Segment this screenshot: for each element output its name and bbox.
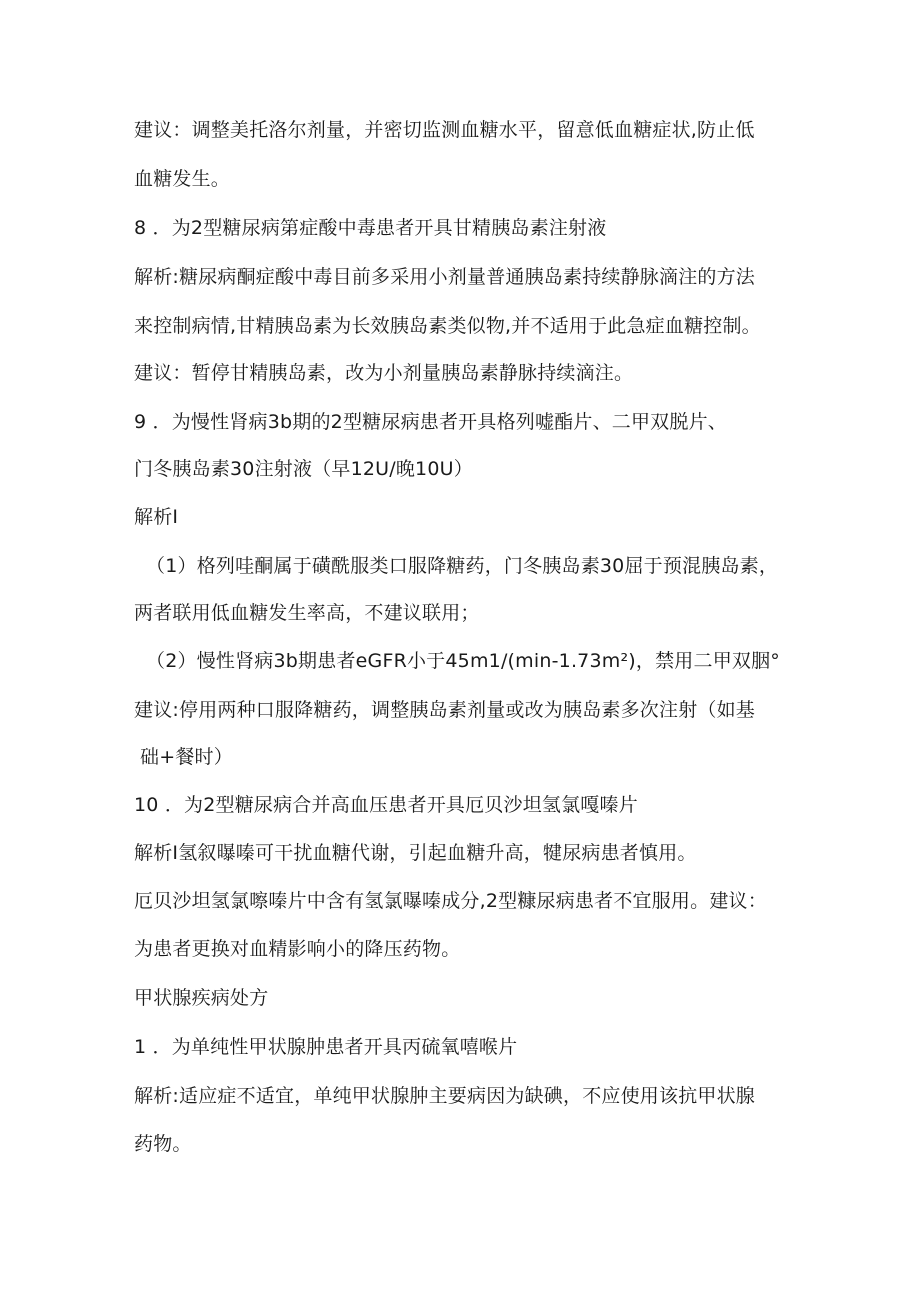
paragraph-line: 建议:停用两种口服降糖药，调整胰岛素剂量或改为胰岛素多次注射（如基: [134, 699, 756, 721]
paragraph-line: （2）慢性肾病3b期患者eGFR小于45m1/(min-1.73m²)，禁用二甲双胭°: [146, 650, 780, 672]
paragraph-line: 厄贝沙坦氢氯嚓嗪片中含有氢氯曝嗪成分,2型糠尿病患者不宜服用。建议：: [134, 890, 767, 912]
item-heading: 10 ．为2型糖尿病合并高血压患者开具厄贝沙坦氢氯嘎嗪片: [134, 794, 638, 816]
paragraph-line: 解析I氢叙曝嗪可干扰血糖代谢，引起血糖升高，犍尿病患者慎用。: [134, 842, 697, 864]
item-heading: 8 ．为2型糖尿病第症酸中毒患者开具甘精胰岛素注射液: [134, 217, 607, 239]
item-heading-continued: 门冬胰岛素30注射液（早12U/晚10U）: [134, 458, 473, 480]
paragraph-line: 础+餐时）: [140, 746, 233, 768]
paragraph-line: 解析:适应症不适宜，单纯甲状腺肿主要病因为缺碘，不应使用该抗甲状腺: [134, 1085, 756, 1107]
paragraph-line: 建议：调整美托洛尔剂量，并密切监测血糖水平，留意低血糖症状,防止低: [134, 119, 755, 141]
item-heading: 1 ．为单纯性甲状腺肿患者开具丙硫氧嘻喉片: [134, 1036, 518, 1058]
paragraph-line: 为患者更换对血精影响小的降压药物。: [134, 938, 461, 960]
paragraph-line: 两者联用低血糖发生率高，不建议联用；: [134, 602, 480, 624]
paragraph-line: 建议：暂停甘精胰岛素，改为小剂量胰岛素静脉持续滴注。: [134, 362, 634, 384]
paragraph-line: 药物。: [134, 1133, 192, 1155]
paragraph-line: 解析:糖尿病酮症酸中毒目前多采用小剂量普通胰岛素持续静脉滴注的方法: [134, 266, 756, 288]
paragraph-line: 血糖发生。: [134, 168, 231, 190]
paragraph-line: 来控制病情,甘精胰岛素为长效胰岛素类似物,并不适用于此急症血糖控制。: [134, 315, 761, 337]
analysis-label: 解析I: [134, 506, 179, 528]
item-heading: 9 ．为慢性肾病3b期的2型糖尿病患者开具格列嘘酯片、二甲双脱片、: [134, 411, 727, 433]
section-heading: 甲状腺疾病处方: [134, 987, 269, 1009]
paragraph-line: （1）格列哇酮属于磺酰服类口服降糖药，门冬胰岛素30屈于预混胰岛素，: [146, 555, 779, 577]
